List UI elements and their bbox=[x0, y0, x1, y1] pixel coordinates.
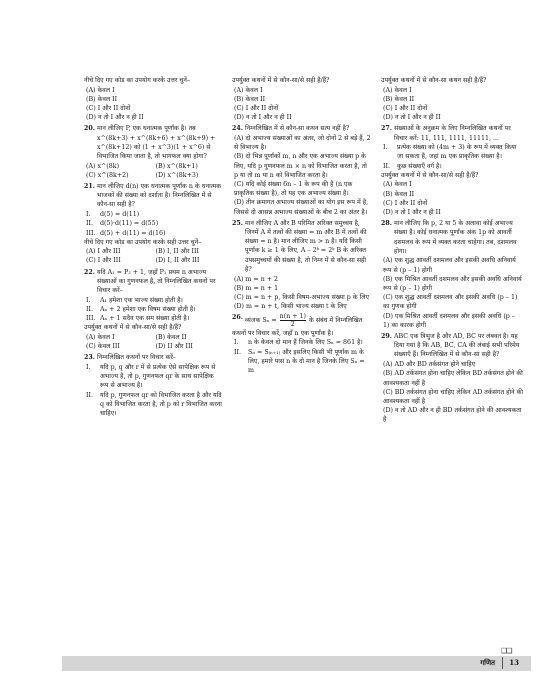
statement-text: d(5) = d(11) bbox=[100, 211, 140, 219]
statement-text: प्रत्येक संख्या को (4m + 3) के रूप में व्यक्त किया जा सकता है, जहां m एक प्राकृतिक संख्या है। bbox=[397, 144, 517, 161]
statement-numeral: III. bbox=[86, 315, 96, 323]
option-b: (B) केवल II bbox=[86, 95, 118, 103]
option-c: (C) I और III bbox=[86, 257, 121, 265]
question-28 bbox=[381, 219, 523, 256]
question-number: 22. bbox=[84, 268, 95, 276]
statement-numeral: II. bbox=[234, 348, 241, 356]
options-row bbox=[84, 256, 223, 265]
option-d: (D) II और III bbox=[155, 343, 193, 351]
page-number: 13 bbox=[509, 658, 519, 667]
question-text: मान लीजिए P, एक धनात्मक पूर्णांक है। तब x^(8k+3) + x^(8k+6) + x^(8k+9) + x^(8k+12) को (1 + x^3)(1 + x^6) से विभाजित किया जाता है, तो भागफल क्या होगा? bbox=[97, 125, 216, 160]
option-d: (D) तीन क्रमागत अभाज्य संख्याओं का योग इस रूप में है, जिससे दो आसन्न अभाज्य संख्याओं के बीच 2 का अंतर है। bbox=[234, 199, 369, 216]
statement-numeral: III. bbox=[86, 229, 96, 237]
statement-numeral: II. bbox=[86, 305, 93, 313]
statement-text: Sₙ = S₍ₙ₊₁₎ और इसलिए किसी भी पूर्णांक m के लिए, हमारे पास n के दो मान है जिनके लिए Sₙ = m bbox=[248, 348, 365, 374]
option-c: (C) m = n + p, किसी विषम-अभाज्य संख्या p के लिए bbox=[234, 293, 369, 301]
option-b: (B) I, II और III bbox=[155, 248, 199, 256]
question-number: 23. bbox=[84, 354, 95, 362]
option-c: (C) I और II दोनों bbox=[383, 199, 428, 207]
question-number: 21. bbox=[84, 183, 95, 191]
question-24 bbox=[232, 124, 372, 133]
statement-numeral: I. bbox=[86, 211, 91, 219]
statement-numeral: II. bbox=[383, 162, 390, 170]
question-number: 25. bbox=[232, 219, 243, 227]
answer-instruction: उपर्युक्त कथनों में से कौन-सा/से सही है/हैं? bbox=[381, 171, 479, 179]
page-footer bbox=[62, 656, 531, 671]
option-d: (D) न तो I और न ही II bbox=[383, 114, 441, 122]
option-d: (D) I, II और III bbox=[155, 257, 200, 265]
question-22 bbox=[84, 268, 223, 296]
question-number: 27. bbox=[381, 125, 392, 133]
statement-2 bbox=[381, 162, 523, 171]
statement-2 bbox=[84, 391, 223, 419]
option-a: (A) AD और BD तर्कसंगत होने चाहिए bbox=[383, 361, 476, 369]
question-text: मान लीजिए d(n) एक धनात्मक पूर्णांक n के धनात्मक भाजकों की संख्या को दर्शाता है। निम्नलिखित में से कौन-सा सही है? bbox=[97, 183, 222, 209]
option-a: (A) एक शुद्ध आवर्ती दशमलव और इसकी अवधि अनिवार्य रूप से (p – 1) होगी bbox=[383, 257, 516, 274]
question-29 bbox=[381, 332, 523, 360]
option-d: (D) न तो I और न ही II bbox=[234, 114, 292, 122]
options-row bbox=[84, 162, 223, 171]
statement-1 bbox=[232, 338, 372, 347]
option-c: (C) I और II दोनों bbox=[86, 104, 131, 112]
option-d: (D) न तो AD और न ही BD तर्कसंगत होने की आवश्यकता है bbox=[383, 407, 522, 424]
option-b: (B) केवल II bbox=[234, 95, 266, 103]
question-text: यदि A₁ = P₂ + 1, जहाँ P₁ प्रथम n अभाज्य संख्याओं का गुणनफल है, तो निम्नलिखित कथनों पर विचार करें– bbox=[97, 268, 216, 295]
option-d: (D) न तो I और न ही II bbox=[383, 208, 441, 216]
column-1 bbox=[84, 76, 223, 418]
statement-numeral: II. bbox=[86, 220, 93, 228]
section-end-mark: ❑❑ bbox=[501, 647, 512, 655]
options-row bbox=[84, 171, 223, 180]
statement-2 bbox=[84, 219, 223, 228]
question-26 bbox=[232, 313, 372, 328]
question-text: मान लीजिए कि p, 2 या 5 के अलावा कोई अभाज्य संख्या है। कोई धनात्मक पूर्णांक अंक 1p को आवर्ती दशमलव के रूप में व्यक्त करता चाहेगा। तब, दशमलव होगा। bbox=[394, 220, 517, 255]
option-a: (A) m = n + 2 bbox=[234, 275, 279, 283]
question-number: 29. bbox=[381, 333, 392, 341]
fraction-numerator: n(n + 1) bbox=[279, 313, 306, 321]
formula-tail: के संबंध में निम्नलिखित bbox=[308, 317, 363, 325]
option-c: (C) BD तर्कसंगत होना चाहिए लेकिन AD तर्कसंगत होने की आवश्यकता नहीं है bbox=[383, 388, 524, 405]
question-25 bbox=[232, 219, 372, 274]
statement-1 bbox=[84, 296, 223, 305]
question-23 bbox=[84, 353, 223, 362]
option-a: (A) I और III bbox=[86, 248, 121, 256]
statement-numeral: I. bbox=[383, 144, 388, 152]
statement-3 bbox=[84, 229, 223, 238]
statement-numeral: I. bbox=[86, 363, 91, 371]
question-number: 20. bbox=[84, 125, 95, 133]
question-text: निम्नलिखित कथनों पर विचार करें– bbox=[97, 354, 177, 362]
statement-text: यदि p, q और r में से प्रत्येक ऐसे सापेक्षिक रूप से अभाज्य है, तो p, गुणनफल qr के साथ सापेक्षिक रूप से अभाज्य है। bbox=[100, 363, 216, 390]
statement-text: d(5)·d(11) = d(55) bbox=[100, 220, 159, 228]
statement-2 bbox=[84, 305, 223, 314]
options-row bbox=[84, 247, 223, 256]
statement-text: A₁ हमेशा एक भाज्य संख्या होती है। bbox=[100, 296, 183, 304]
statement-1 bbox=[381, 143, 523, 161]
option-b: (B) दो भिन्न पूर्णांकों m, n और एक अभाज्य संख्या p के लिए, यदि p गुणनफल m × n को विभाजित करता है, तो p या तो m या n को विभाजित करता है। bbox=[234, 153, 367, 179]
statement-text: d(5) + d(11) = d(16) bbox=[100, 229, 166, 237]
question-text: कथनों पर विचार करें, जहाँ n एक पूर्णांक है। bbox=[232, 329, 334, 337]
option-b: (B) केवल II bbox=[383, 95, 415, 103]
option-b: (B) केवल II bbox=[155, 333, 187, 341]
question-number: 24. bbox=[232, 125, 243, 133]
option-c: (C) I और II दोनों bbox=[383, 104, 428, 112]
question-number: 26. bbox=[232, 314, 243, 322]
option-a: (A) केवल I bbox=[86, 86, 115, 94]
option-a: (A) केवल I bbox=[383, 181, 412, 189]
options-row bbox=[84, 333, 223, 342]
statement-numeral: I. bbox=[234, 339, 239, 347]
statement-text: कुछ संख्याएँ वर्ग है। bbox=[397, 162, 442, 170]
option-a: (A) केवल I bbox=[86, 333, 115, 341]
section-label: गणित bbox=[480, 658, 495, 667]
carryover-instruction: उपर्युक्त कथनों में से कौन-सा/से सही है/हैं? bbox=[232, 77, 330, 84]
fraction bbox=[280, 313, 306, 328]
option-a: (A) x^(8k) bbox=[86, 162, 120, 170]
question-text: निम्नलिखित में से कौन-सा कथन सत्य नहीं है? bbox=[245, 125, 350, 133]
statement-3 bbox=[84, 314, 223, 323]
option-c: (C) केवल III bbox=[86, 343, 120, 351]
statement-numeral: II. bbox=[86, 391, 93, 399]
statement-text: Aₙ + 1 सदैव एक सम संख्या होती है। bbox=[100, 315, 190, 323]
column-2 bbox=[232, 76, 372, 375]
question-text: मान लीजिए A और B परिमित अरिक्त समुच्चय है, जिनमें A में तत्वों की संख्या = m और B में तत्वों की संख्या = n है। मान लीजिए m > n है। यदि किसी पूर्णांक k ≥ 1 के लिए, A – 2ᵏ = 2ᵏ B के अरिक्त उपसमुच्चयों की संख्या है, तो निम्न में से कौन-सा सही है? bbox=[245, 219, 367, 273]
statement-2 bbox=[232, 348, 372, 376]
column-3 bbox=[381, 76, 523, 425]
option-d: (D) न तो I और न ही II bbox=[86, 114, 144, 122]
answer-instruction: नीचे दिए गए कोड का उपयोग करके सही उत्तर चुनें– bbox=[84, 238, 202, 246]
option-b: (B) m = n + 1 bbox=[234, 284, 279, 292]
option-a: (A) केवल I bbox=[383, 86, 412, 94]
carryover-instruction: उपर्युक्त कथनों में से कौन-सा कथन सही है/हैं? bbox=[381, 77, 487, 84]
statement-text: n के केवल दो मान हैं जिनके लिए Sₙ = 861 है। bbox=[248, 339, 363, 347]
option-c: (C) I और II दोनों bbox=[234, 104, 279, 112]
option-b: (B) केवल II bbox=[383, 190, 415, 198]
option-b: (B) AD तर्कसंगत होना चाहिए लेकिन BD तर्कसंगत होने की आवश्यकता नहीं है bbox=[383, 370, 523, 387]
question-20 bbox=[84, 124, 223, 161]
option-b: (B) एक मिश्रित आवर्ती दशमलव और इसकी अवधि अनिवार्य रूप से (p – 1) होगी bbox=[383, 275, 522, 293]
footer-divider bbox=[502, 657, 503, 669]
question-text: संख्याओं के अनुक्रम के लिए निम्नलिखित कथनों पर विचार करें: 11, 111, 1111, 11111, ... bbox=[394, 125, 511, 142]
fraction-denominator: 2 bbox=[290, 321, 295, 329]
formula-lead: व्यंजक Sₙ = bbox=[245, 317, 277, 325]
option-a: (A) दो अभाज्य संख्याओं का अंतर, जो दोनों 2 से बड़े हैं, 2 से विभाज्य है। bbox=[234, 135, 371, 152]
statement-text: Aₙ + 2 हमेशा एक विषम संख्या होती है। bbox=[100, 305, 196, 313]
option-c: (C) x^(8k+2) bbox=[86, 171, 129, 179]
option-b: (B) x^(8k+1) bbox=[155, 162, 198, 170]
option-c: (C) यदि कोई संख्या 6n – 1 के रूप की है (n एक प्राकृतिक संख्या है), तो यह एक अभाज्य संख्या है। bbox=[234, 181, 353, 198]
statement-text: यदि p, गुणनफल qr को विभाजित करता है और यदि q को विभाजित करता है, तो p को r विभाजित करना चाहिए। bbox=[100, 391, 222, 417]
question-text: ABC एक त्रिभुज है और AD, BC पर लंबवत है। यह दिया गया है कि AB, BC, CA की लंबाई सभी परिमेय संख्याएँ हैं। निम्नलिखित में से कौन-सा सही है? bbox=[394, 333, 520, 359]
option-d: (D) x^(8k+3) bbox=[155, 171, 199, 179]
answer-instruction: उपर्युक्त कथनों में से कौन-सा/से सही है/हैं? bbox=[84, 324, 182, 332]
question-21 bbox=[84, 182, 223, 210]
options-row bbox=[84, 342, 223, 351]
option-d: (D) m = n + t, किसी भाज्य संख्या t के लिए bbox=[234, 303, 347, 311]
statement-1 bbox=[84, 210, 223, 219]
option-d: (D) एक मिश्रित आवर्ती दशमलव और इसकी अवधि (p – 1) का कारक होगी bbox=[383, 312, 515, 329]
question-27 bbox=[381, 124, 523, 142]
question-number: 28. bbox=[381, 220, 392, 228]
statement-1 bbox=[84, 363, 223, 391]
statement-numeral: I. bbox=[86, 296, 91, 304]
carryover-instruction: नीचे दिए गए कोड का उपयोग करके उत्तर चुनें– bbox=[84, 77, 191, 84]
option-c: (C) एक शुद्ध आवर्ती दशमलव और इसकी अवधि (p – 1) का गुणक होगी bbox=[383, 294, 518, 311]
option-a: (A) केवल I bbox=[234, 86, 263, 94]
